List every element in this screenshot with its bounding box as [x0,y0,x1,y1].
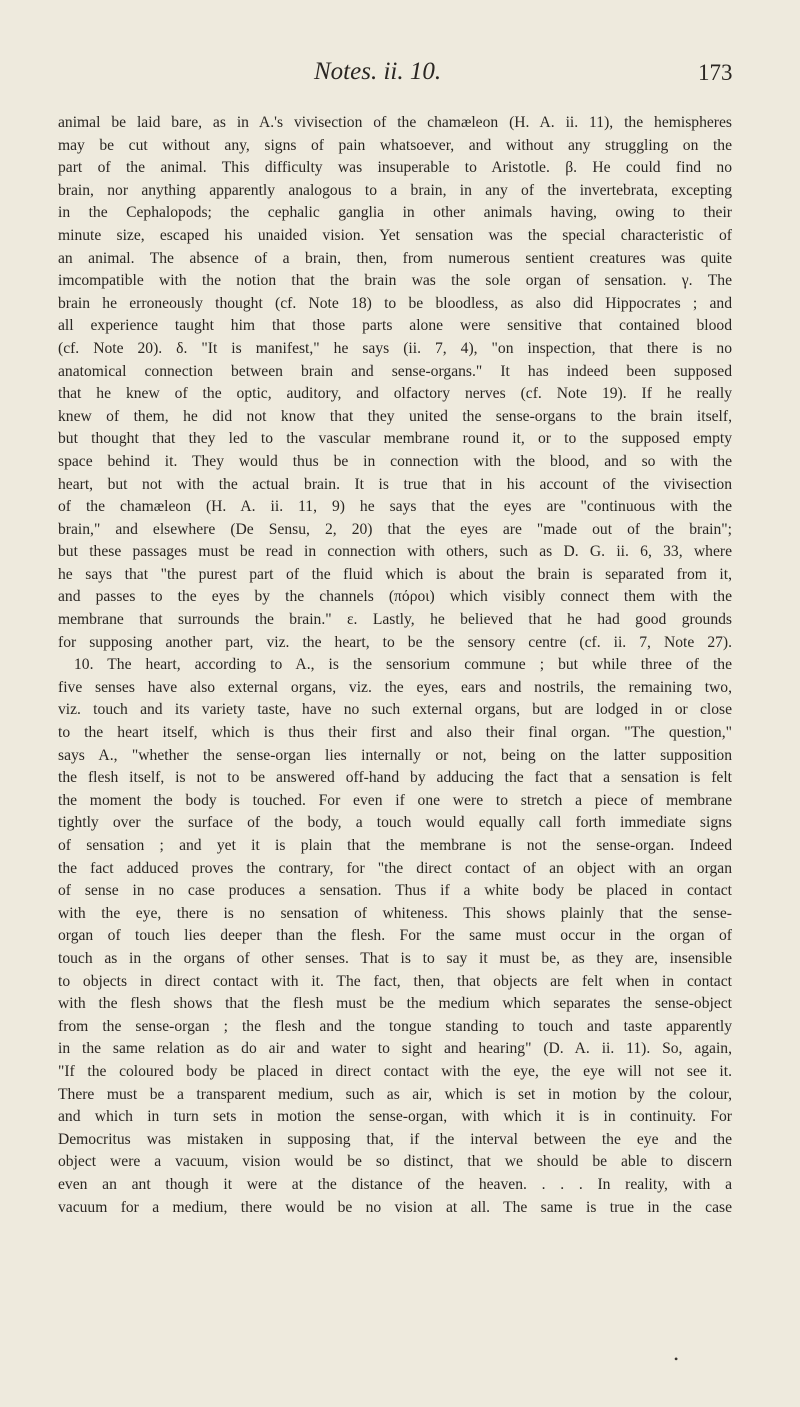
text-line: knew of them, he did not know that they united the sense-organs to the brain itself, [58,407,732,425]
text-line: in the same relation as do air and water to sight and hearing" (D. A. ii. 11). So, again, [58,1040,732,1058]
text-line: part of the animal. This difficulty was insuperable to Aristotle. β. He could find no [58,159,732,177]
text-line: may be cut without any, signs of pain whatsoever, and without any struggling on the [58,136,732,154]
text-line: but thought that they led to the vascular membrane round it, or to the supposed empty [58,430,732,448]
text-line: (cf. Note 20). δ. "It is manifest," he says (ii. 7, 4), "on inspection, that there is no [58,339,732,357]
text-line: vacuum for a medium, there would be no vision at all. The same is true in the case [58,1198,732,1216]
text-line: 10. The heart, according to A., is the sensorium commune ; but while three of the [74,656,732,674]
text-line: says A., "whether the sense-organ lies internally or not, being on the latter supposition [58,746,732,764]
text-line: space behind it. They would thus be in connection with the blood, and so with the [58,452,732,470]
page-number: 173 [698,60,733,85]
text-line: of sensation ; and yet it is plain that the membrane is not the sense-organ. Indeed [58,837,732,854]
text-line: of sense in no case produces a sensation. Thus if a white body be placed in contact [58,882,732,900]
text-line: for supposing another part, viz. the heart, to be the sensory centre (cf. ii. 7, Note 27). [58,633,732,651]
text-line: the moment the body is touched. For even if one were to stretch a piece of membrane [58,791,732,809]
text-line: he says that "the purest part of the fluid which is about the brain is separated from it, [58,565,732,583]
text-line: brain, nor anything apparently analogous to a brain, in any of the invertebrata, excepting [58,181,732,199]
text-line: organ of touch lies deeper than the flesh. For the same must occur in the organ of [58,927,732,945]
text-line: and which in turn sets in motion the sense-organ, with which it is in continuity. For [58,1108,732,1126]
text-line: with the flesh shows that the flesh must be the medium which separates the sense-object [58,995,732,1013]
text-line: brain he erroneously thought (cf. Note 18) to be bloodless, as also did Hippocrates ; and [58,294,732,312]
print-mark: • [674,1352,679,1366]
running-head [0,58,800,92]
text-line: that he knew of the optic, auditory, and olfactory nerves (cf. Note 19). If he really [58,385,732,403]
text-line: brain," and elsewhere (De Sensu, 2, 20) that the eyes are "made out of the brain"; [58,520,732,538]
text-line: to the heart itself, which is thus their first and also their final organ. "The question," [58,724,732,742]
text-line: the flesh itself, is not to be answered off-hand by adducing the fact that a sensation is felt [58,769,732,787]
text-line: "If the coloured body be placed in direct contact with the eye, the eye will not see it. [58,1062,732,1080]
text-line: the fact adduced proves the contrary, for "the direct contact of an object with an organ [58,859,732,877]
text-line: touch as in the organs of other senses. That is to say it must be, as they are, insensible [58,949,732,967]
text-line: There must be a transparent medium, such as air, which is set in motion by the colour, [58,1085,732,1103]
text-line: tightly over the surface of the body, a touch would equally call forth immediate signs [58,814,732,832]
text-line: from the sense-organ ; the flesh and the tongue standing to touch and taste apparently [58,1017,732,1035]
text-line: with the eye, there is no sensation of whiteness. This shows plainly that the sense- [58,904,732,922]
text-line: and passes to the eyes by the channels (πόροι) which visibly connect them with the [58,588,732,606]
text-line: imcompatible with the notion that the brain was the sole organ of sensation. γ. The [58,272,732,290]
text-line: minute size, escaped his unaided vision. Yet sensation was the special characteristic of [58,226,732,244]
text-line: heart, but not with the actual brain. It is true that in his account of the vivisection [58,475,732,493]
text-line: but these passages must be read in connection with others, such as D. G. ii. 6, 33, where [58,543,732,561]
text-line: Democritus was mistaken in supposing that, if the interval between the eye and the [58,1130,732,1148]
text-line: in the Cephalopods; the cephalic ganglia in other animals having, owing to their [58,204,732,222]
text-line: five senses have also external organs, viz. the eyes, ears and nostrils, the remaining two, [58,678,732,696]
text-line: anatomical connection between brain and sense-organs." It has indeed been supposed [58,362,732,380]
running-head-title: Notes. ii. 10. [314,58,442,85]
text-line: membrane that surrounds the brain." ε. Lastly, he believed that he had good grounds [58,611,732,629]
text-line: object were a vacuum, vision would be so distinct, that we should be able to discern [58,1153,732,1171]
text-line: of the chamæleon (H. A. ii. 11, 9) he says that the eyes are "continuous with the [58,498,732,516]
notes-body-text [58,112,732,1219]
text-line: to objects in direct contact with it. The fact, then, that objects are felt when in contact [58,972,732,990]
text-line: even an ant though it were at the distance of the heaven. . . . In reality, with a [58,1175,732,1193]
text-line: viz. touch and its variety taste, have no such external organs, but are lodged in or close [58,701,732,719]
text-line: all experience taught him that those parts alone were sensitive that contained blood [58,317,732,335]
text-line: an animal. The absence of a brain, then, from numerous sentient creatures was quite [58,249,732,267]
text-line: animal be laid bare, as in A.'s vivisection of the chamæleon (H. A. ii. 11), the hemispheres [58,114,732,131]
